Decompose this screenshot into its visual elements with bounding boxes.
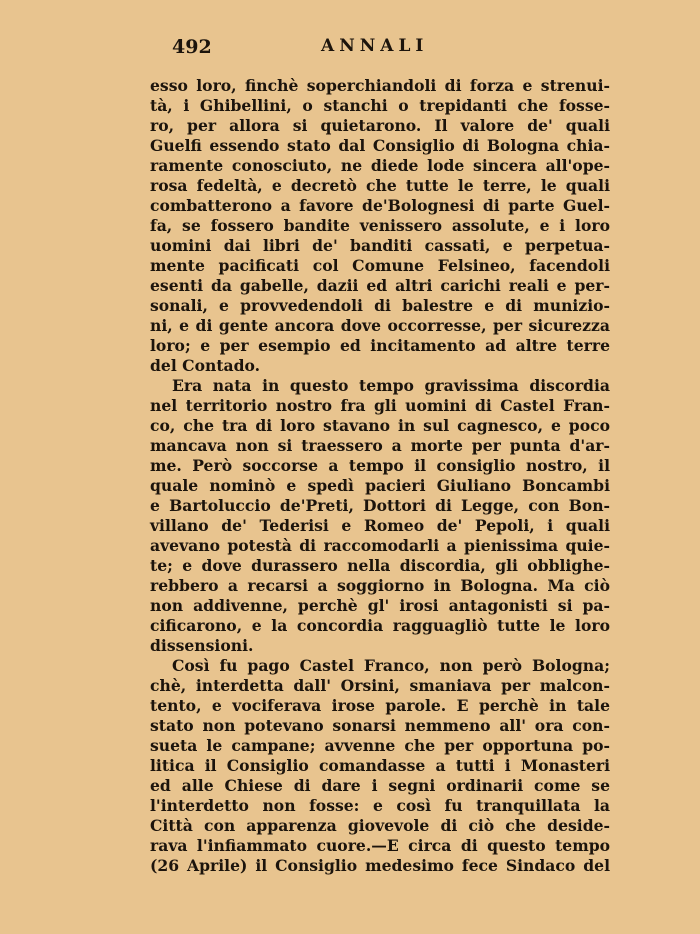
text-line: dissensioni. xyxy=(150,636,254,655)
text-line: del Contado. xyxy=(150,356,261,375)
text-line: sueta le campane; avvenne che per opportuna po- xyxy=(150,736,610,755)
text-line: quale nominò e spedì pacieri Giuliano Boncambi xyxy=(150,476,610,495)
text-line: tento, e vociferava irose parole. E perchè in tale xyxy=(150,696,610,715)
paragraph xyxy=(150,376,610,656)
text-line: rebbero a recarsi a soggiorno in Bologna. Ma ciò xyxy=(150,576,610,595)
text-line: sonali, e provvedendoli di balestre e di munizio- xyxy=(150,296,610,315)
text-line: combatterono a favore de'Bolognesi di parte Guel- xyxy=(150,196,610,215)
text-line: Guelfi essendo stato dal Consiglio di Bologna chia- xyxy=(150,136,610,155)
text-line: loro; e per esempio ed incitamento ad altre terre xyxy=(150,336,610,355)
text-line: nel territorio nostro fra gli uomini di Castel Fran- xyxy=(150,396,610,415)
text-line: ro, per allora si quietarono. Il valore de' quali xyxy=(150,116,610,135)
text-line: mente pacificati col Comune Felsineo, facendoli xyxy=(150,256,610,275)
paragraph xyxy=(150,656,610,876)
text-line: mancava non si traessero a morte per punta d'ar- xyxy=(150,436,610,455)
text-line: villano de' Tederisi e Romeo de' Pepoli, i quali xyxy=(150,516,610,535)
text-line: rava l'infiammato cuore.—E circa di questo tempo xyxy=(150,836,610,855)
text-line: te; e dove durassero nella discordia, gli obblighe- xyxy=(150,556,610,575)
text-line: rosa fedeltà, e decretò che tutte le terre, le quali xyxy=(150,176,610,195)
text-line: tà, i Ghibellini, o stanchi o trepidanti che fosse- xyxy=(150,96,610,115)
text-line: ni, e di gente ancora dove occorresse, per sicurezza xyxy=(150,316,610,335)
text-line: cificarono, e la concordia ragguagliò tutte le loro xyxy=(150,616,610,635)
text-line: co, che tra di loro stavano in sul cagnesco, e poco xyxy=(150,416,610,435)
text-line: uomini dai libri de' banditi cassati, e perpetua- xyxy=(150,236,610,255)
text-line: ramente conosciuto, ne diede lode sincera all'ope- xyxy=(150,156,610,175)
text-line: stato non potevano sonarsi nemmeno all' ora con- xyxy=(150,716,610,735)
text-line: l'interdetto non fosse: e così fu tranquillata la xyxy=(150,796,610,815)
text-line: non addivenne, perchè gl' irosi antagonisti si pa- xyxy=(150,596,610,615)
text-line: ed alle Chiese di dare i segni ordinarii come se xyxy=(150,776,610,795)
text-line: litica il Consiglio comandasse a tutti i Monasteri xyxy=(150,756,610,775)
page-number: 492 xyxy=(172,36,212,58)
text-line: Città con apparenza giovevole di ciò che deside- xyxy=(150,816,610,835)
text-line: (26 Aprile) il Consiglio medesimo fece Sindaco del xyxy=(150,856,610,875)
text-line: fa, se fossero bandite venissero assolute, e i loro xyxy=(150,216,610,235)
text-line: me. Però soccorse a tempo il consiglio nostro, il xyxy=(150,456,610,475)
paragraph xyxy=(150,76,610,376)
running-title: ANNALI xyxy=(321,36,429,56)
text-line: Così fu pago Castel Franco, non però Bologna; xyxy=(172,656,610,675)
text-line: chè, interdetta dall' Orsini, smaniava per malcon- xyxy=(150,676,610,695)
text-line: Era nata in questo tempo gravissima discordia xyxy=(172,376,610,395)
text-line: e Bartoluccio de'Preti, Dottori di Legge, con Bon- xyxy=(150,496,610,515)
page-header xyxy=(0,36,700,60)
text-line: avevano potestà di raccomodarli a pienissima quie- xyxy=(150,536,610,555)
text-line: esenti da gabelle, dazii ed altri carichi reali e per- xyxy=(150,276,610,295)
body-text xyxy=(150,76,610,876)
text-line: esso loro, finchè soperchiandoli di forza e strenui- xyxy=(150,76,610,95)
